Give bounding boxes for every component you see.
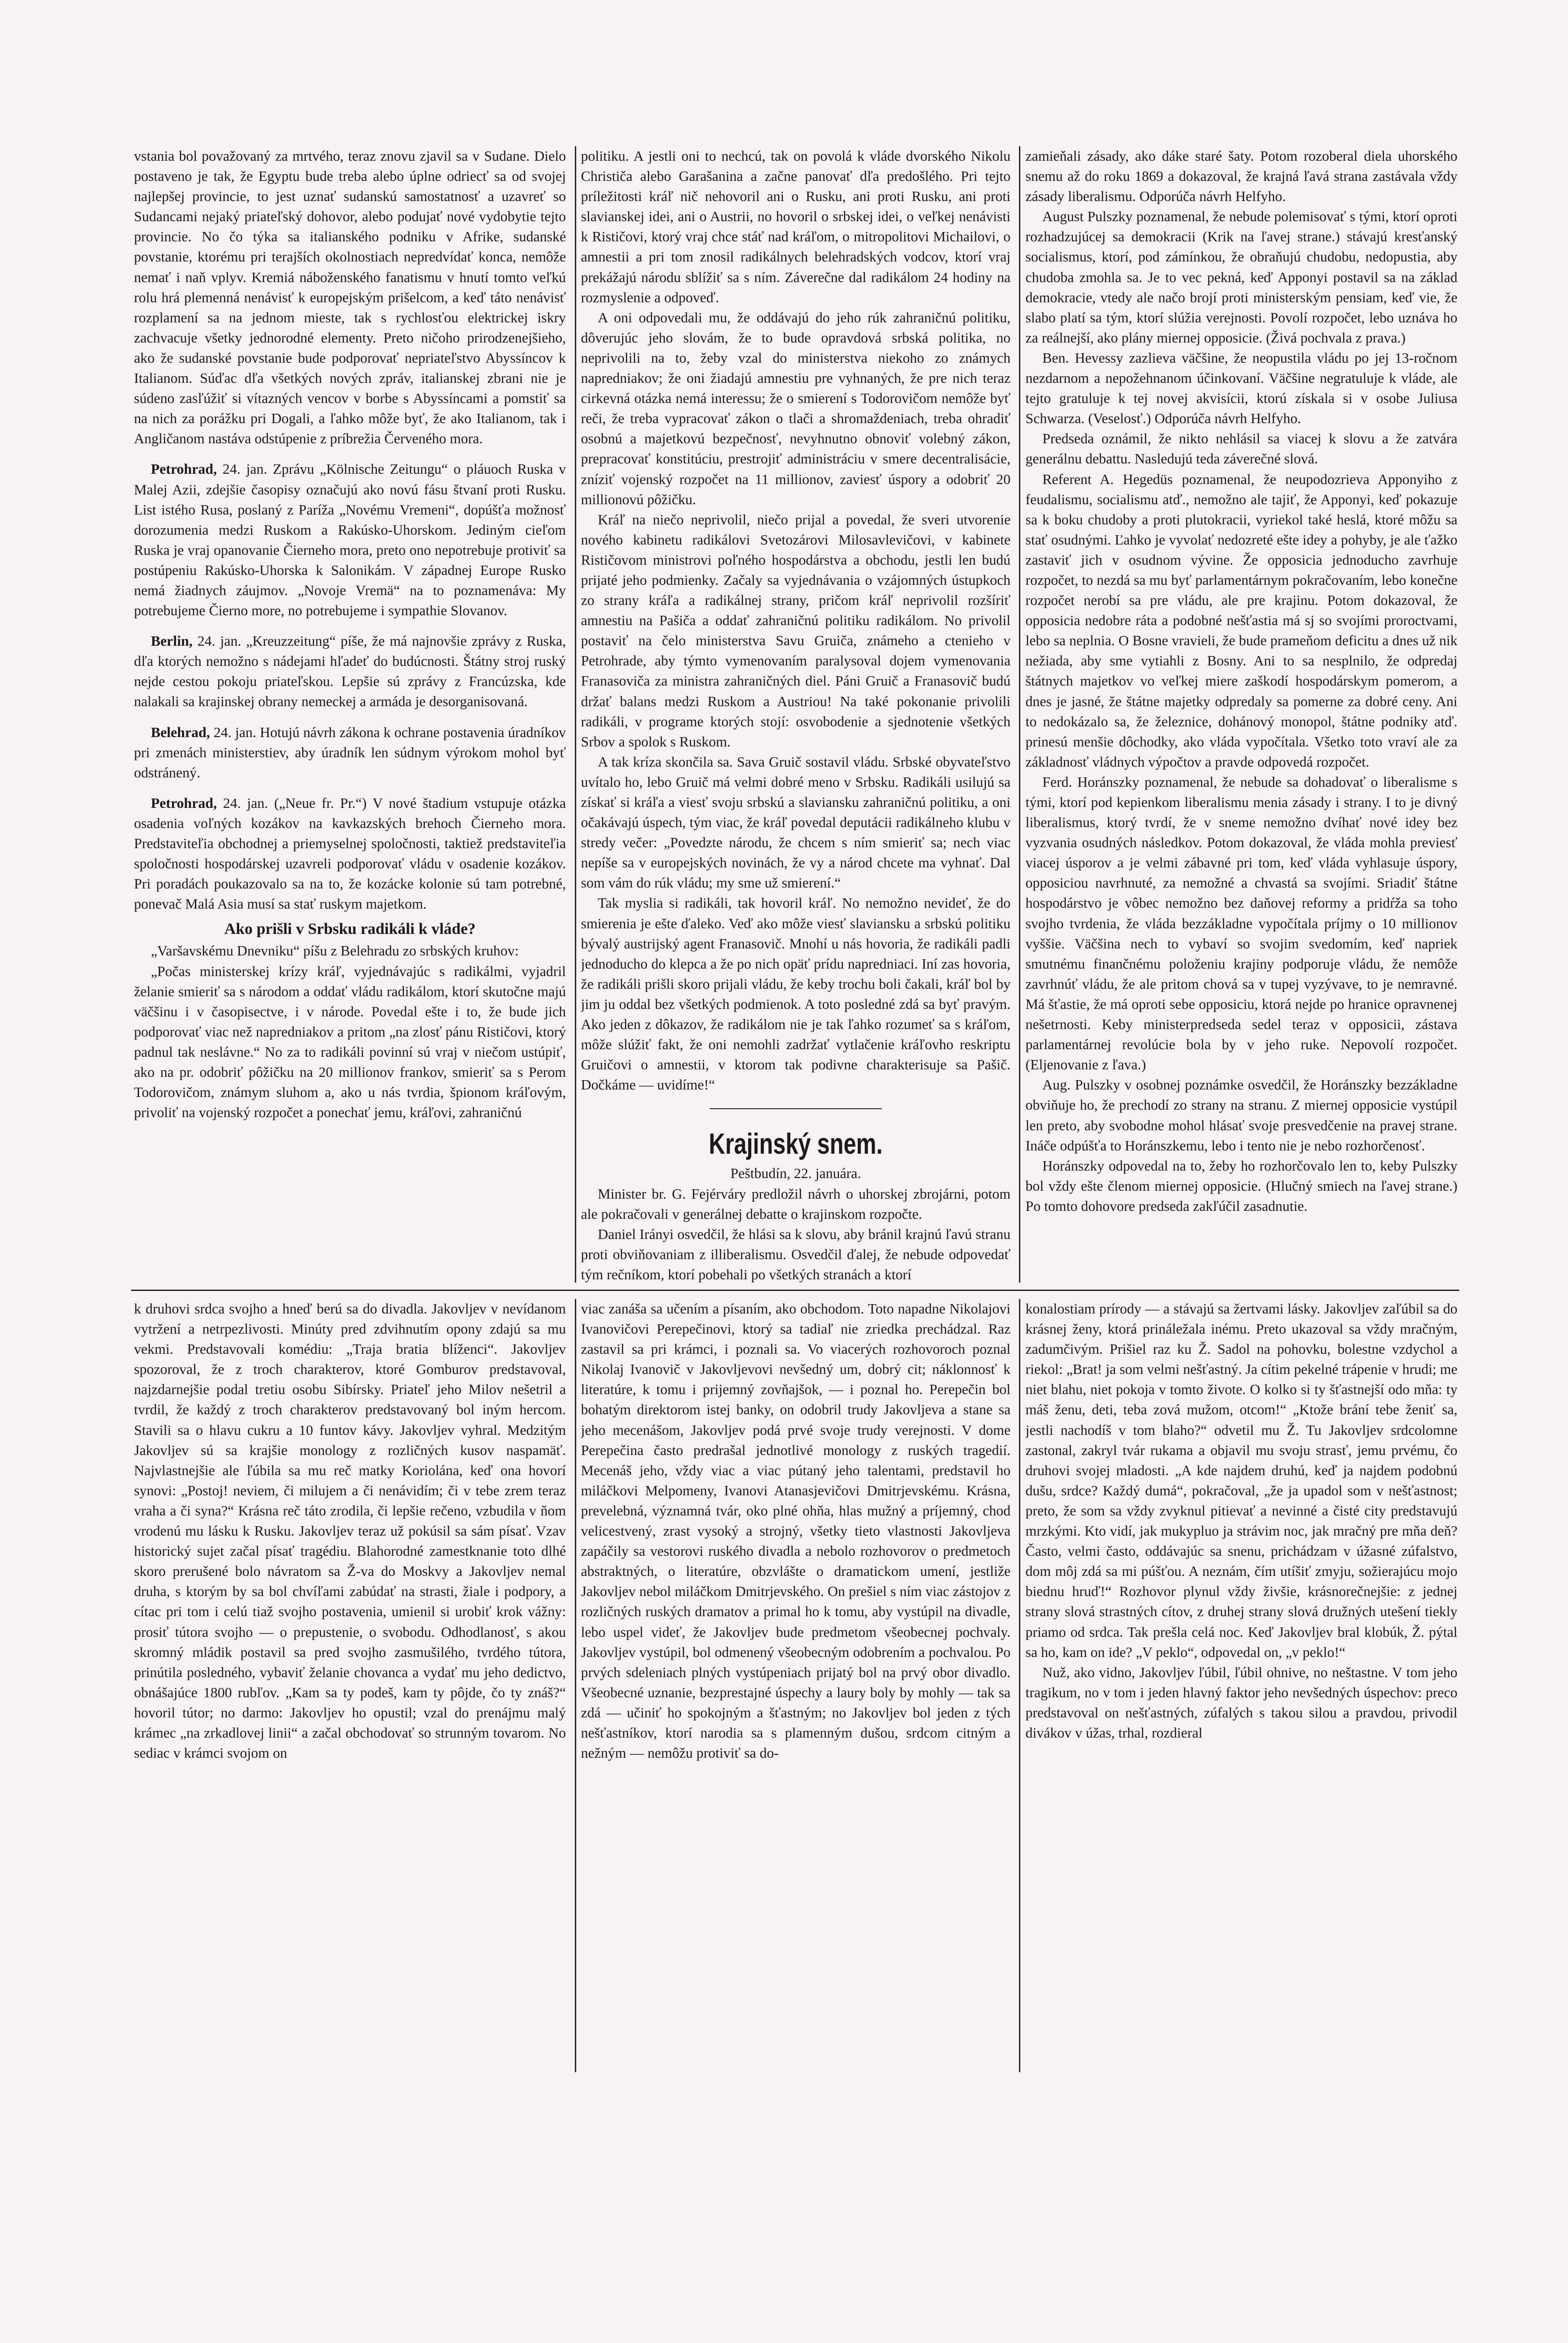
paragraph: Kráľ na niečo neprivolil, niečo prijal a povedal, že sveri utvorenie nového kabinetu radikálovi Svetozárovi Milosavlevičovi, v kabinete Rističovom ministrovi poľného hospodárstva a obchodu, jestli len budú prijaté jeho podmienky. Začaly sa vyjednávania o vzájomných ústupkoch zo strany kráľa a radikálnej strany, pričom kráľ neprivolil rozšíriť amnestiu na Pašiča a oddať zahraničnú politiku radikálom. No privolil postaviť na čelo ministerstva Savu Gruiča, známeho a ctenieho v Petrohrade, aby týmto vymenovaním paralysoval dojem vymenovania Franasoviča za ministra zahraničných diel. Páni Gruič a Franasovič budú držať balans medzi Ruskom a Austriou! Na také pokonanie privolili radikáli, v programe ktorých stojí: osvobodenie a sjednotenie všetkých Srbov a spolok s Ruskom. [581,511,1011,750]
dispatch-text: 24. jan. Zprávu „Kölnische Zeitungu“ o pláuoch Ruska v Malej Azii, zdejšie časopisy označujú ako novú fásu štvaní proti Rusku. List istého Rusa, poslaný z Paríža „Novému Vremeni“, dopúšťa možnosť dorozumenia medzi Ruskom a Rakúsko-Uhorskom. Jediným cieľom Ruska je vraj opanovanie Čierneho mora, preto ono nepotrebuje protiviť sa postúpeniu Rakúsko-Uhorska k Salonikám. V západnej Europe Rusko nemá žiadnych záujmov. „Novoje Vremä“ na to poznamenáva: My potrebujeme Čierno more, no potrebujeme i sympathie Slovanov. [134,461,566,619]
bottom-column-3 [1026,1299,1457,2072]
paragraph: vstania bol považovaný za mrtvého, teraz znovu zjavil sa v Sudane. Dielo postaveno je tak, že Egyptu bude treba alebo úplne odriecť sa od svojej najlepšej provincie, to jest uznať sudanskú samostatnosť a uzavreť so Sudancami nejaký priateľský dohovor, alebo podujať nové vydobytie tejto provincie. No čo týka sa italianského podniku v Afrike, sudanské povstanie, ktorému pri terajších okolnostiach nepredvídať konca, nemôže nemať i naň vplyv. Kremiá náboženského fanatismu v hnutí tomto veľkú rolu hrá plemenná nenávisť k europejským prišelcom, a keď táto nenávisť rozplamení sa na jednom mieste, tak s rychlosťou elektrickej iskry zachvacuje všetky jednorodné elementy. Preto ničoho prirodzenejšieho, ako že sudanské povstanie bude podporovať nepriateľstvo Abyssíncov k Italianom. Súďac dľa všetkých nových zpráv, italianskej zbrani nie je súdeno zasľúžiť si vítazných vencov v borbe s Abyssíncami a pomstiť sa na nich za porážku pri Dogali, a ľahko môže byť, že ako Italianom, tak i Angličanom nastáva odstúpenie z príbrežia Červeného mora. [134,148,566,447]
paragraph: A oni odpovedali mu, že oddávajú do jeho rúk zahraničnú politiku, dôverujúc jeho slovám, že to bude opravdová srbská politika, no neprivolili na to, žeby vzal do ministerstva niekoho zo známych napredniakov; že oni žiadajú amnestiu pre vyhnaných, že pre nich teraz cirkevná otázka nemá interessu; že o smierení s Todorovičom nemôže byť reči, že treba vypracovať zákon o tlači a shromaždeniach, treba ohradiť osobnú a majetkovú bezpečnosť, nevyhnutno obnoviť volebný zákon, prepracovať konstitúciu, prestrojiť administráciu v smere decentralisácie, zníziť vojenský rozpočet na 11 millionov, zaviesť úspory a odobriť 20 millionovú pôžičku. [581,309,1011,507]
section-heading: Krajinský snem. [709,1128,883,1161]
column-divider [1019,146,1020,1283]
paragraph: Nuž, ako vidno, Jakovljev ľúbil, ľúbil ohnive, no neštastne. V tom jeho tragikum, no v tom i jeden hlavný faktor jeho nevšedných úspechov: preco predstavoval on nešťastných, zúfalých s takou silou a pravdou, privodil divákov v úžas, trhal, rozdieral [1026,1664,1457,1741]
paragraph: Predseda oznámil, že nikto nehlásil sa viacej k slovu a že zatvára generálnu debattu. Nasledujú teda záverečné slová. [1026,431,1457,467]
paragraph: „Počas ministerskej krízy kráľ, vyjednávajúc s radikálmi, vyjadril želanie smieriť sa s národom a oddať vládu radikálom, ktorí skutočne majú väčšinu i v časopisectve, i v národe. Povedal ešte i to, že bude jich podporovať viac než napredniakov a pritom „na zlosť pánu Rističovi, ktorý padnul tak neslávne.“ No za to radikáli povinní sú vraj v niečom ustúpiť, ako na pr. odobriť pôžičku na 20 millionov frankov, smieriť sa s Perom Todorovičom, známym sluhom a, ako u nás tvrdia, špionom kráľovým, privoliť na vojenský rozpočet a ponechať jemu, kráľovi, zahraničnú [134,963,566,1121]
dispatch-paragraph [134,723,566,783]
dispatch-text: 24. jan. Hotujú návrh zákona k ochrane postavenia úradníkov pri zmenách ministerstiev, aby úradník len súdnym výrokom mohol byť odstránený. [134,724,566,781]
dispatch-place: Petrohrad, [151,795,217,811]
top-column-3 [1026,146,1457,1283]
dateline: Peštbudín, 22. januára. [730,1165,861,1182]
bottom-column-1 [134,1299,566,2072]
dispatch-place: Petrohrad, [151,461,217,478]
dispatch-paragraph [134,459,566,621]
paragraph: k druhovi srdca svojho a hneď berú sa do divadla. Jakovljev v nevídanom vytržení a netrpezlivosti. Minúty pred zdvihnutím opony zdajú sa mu vekmi. Predstavovali komédiu: „Traja bratia blíženci“. Jakovljev spozoroval, že z troch charakterov, ktoré Gomburov predstavoval, najzdarnejšie podal tretiu osobu Sibírsky. Priateľ jeho Milov nešetril a tvrdil, že každý z troch charakterov predstavovaný bol iným hercom. Stavili sa o hlavu cukru a 10 funtov kávy. Jakovljev vyhral. Medzitým Jakovljev sú sa krajšie monology z rozličných kusov naspamäť. Najvlastnejšie ale ľúbila sa mu reč matky Koriolána, keď ona hovorí synovi: „Postoj! neviem, či milujem a či nenávidím; či v tebe zrem teraz vraha a či syna?“ Krásna reč táto zrodila, či lepšie rečeno, vzbudila v ňom vrodenú mu lásku k Rusku. Jakovljev teraz už pokúsil sa sám písať. Vzav historický sujet začal písať tragédiu. Blahorodné zamestknanie toto dlhé skoro prerušené bolo návratom sa Ž-va do Moskvy a Jakovljev nemal druha, s ktorým by sa bol chvíľami zabúdať na strasti, žiale i podpory, a cítac pri tom i celú tiaž svojho postavenia, umienil si urobiť krok vážny: prosiť tútora svojho — o prepustenie, o svobodu. Odhodlanosť, s akou skromný mládik postavil sa pred svojho zasmušilého, tvrdého tútora, prinútila posledného, vybaviť želanie chovanca a vydať mu jeho dedictvo, obnášajúce 1800 rubľov. „Kam sa ty podeš, kam ty pôjde, čo ty znáš?“ hovoril tútor; no darmo: Jakovljev ho opustil; vzal do prenájmu malý krámec „na zrkadlovej linii“ a začal obchodovať so strunným tovarom. No sediac v krámci svojom on [134,1301,566,1761]
dispatch-text: 24. jan. („Neue fr. Pr.“) V nové štadium vstupuje otázka osadenia voľných kozákov na kavkazských brehoch Čierneho mora. Predstaviteľia obchodnej a priemyselnej spoločnosti, taktiež predstaviteľia spoločnosti hospodárskej uzavreli podporovať vládu v osadenie kozákov. Pri poradách poukazovalo sa na to, že kozácke kolonie sú tam potrebné, ponevač Malá Asia musí sa stať ruskym majetkom. [134,795,566,912]
dispatch-paragraph [134,631,566,712]
dispatch-text: 24. jan. „Kreuzzeitung“ píše, že má najnovšie zprávy z Ruska, dľa ktorých nemožno s nádejami hľadeť do budúcnosti. Štátny stroj ruský nejde cestou pokoju priateľskou. Lepšie sú zprávy z Francúzska, kde nalakali sa krajinskej obrany nemeckej a armáda je desorganisovaná. [134,633,566,710]
paragraph: zamieňali zásady, ako dáke staré šaty. Potom rozoberal diela uhorského snemu až do roku 1869 a dokazoval, že krajná ľavá strana zastávala vždy zásady liberalismu. Odporúča návrh Helfyho. [1026,148,1457,205]
paragraph: Daniel Irányi osvedčil, že hlási sa k slovu, aby bránil krajnú ľavú stranu proti obviňovaniam z illiberalismu. Osvedčil ďalej, že nebude odpovedať tým rečníkom, ktorí pobehali po všetkých stranách a ktorí [581,1226,1011,1283]
dispatch-paragraph [134,793,566,915]
paragraph: A tak kríza skončila sa. Sava Gruič sostavil vládu. Srbské obyvateľstvo uvítalo ho, lebo Gruič má velmi dobré meno v Srbsku. Radikáli usilujú sa získať si kráľa a viesť svoju srbskú a slaviansku zahraničnú politiku, a oni očakávajú úspech, tým viac, že kráľ povedal deputácii radikálneho klubu v stredy večer: „Povedzte národu, že chcem s ním smieriť sa; nech viac nepíše sa v europejských novinách, že vy a národ chcete ma vyhnať. Dal som vám do rúk vládu; my sme už smierení.“ [581,754,1011,891]
bottom-column-2 [581,1299,1011,2072]
paragraph: Aug. Pulszky v osobnej poznámke osvedčil, že Horánszky bezzákladne obviňuje ho, že prechodí zo strany na stranu. Z miernej opposicie vystúpil len preto, aby svobodne mohol hlásať svoje presvedčenie na pravej strane. Ináče odpúšťa to Horánszkemu, lebo i tento nie je nebo rozhorčenosť. [1026,1077,1457,1154]
paragraph: „Varšavskému Dnevniku“ píšu z Belehradu zo srbských kruhov: [151,943,519,959]
column-divider [575,1299,576,2072]
paragraph: Tak myslia si radikáli, tak hovoril kráľ. No nemožno nevideť, že do smierenia je ešte ďaleko. Veď ako môže viesť slaviansku a srbskú politiku bývalý austrijský agent Franasovič. Mnohí u nás hovoria, že radikáli padli jednoducho do klepca a že po nich opäť prídu napredniaci. Iní zas hovoria, že radikáli prišli skoro prijali vládu, že keby trochu boli čakali, kráľ bol by jim ju oddal bez všetkých podmienok. A toto posledné zdá sa byť pravým. Ako jeden z dôkazov, že radikálom nie je tak ľahko rozumeť sa s kráľom, môže slúžiť fakt, že oni nemohli zadržať vytlačenie kráľovho reskriptu Gruičovi o amnestii, v ktorom tak podivne charakterisuje sa Pašič. Dočkáme — uvidíme!“ [581,895,1011,1093]
paragraph: Ferd. Horánszky poznamenal, že nebude sa dohadovať o liberalisme s tými, ktorí pod kepienkom liberalismu menia zásady i strany. I to je divný liberalismus, ktorý tvrdí, že v sneme nemožno dvíhať nové idey bez vyzvania osudných následkov. Potom dokazoval, že vláda mohla previesť viacej úsporov a je velmi zábavné pri tom, keď vláda vyhlasuje úspory, opposiciou navrhnuté, za nemožné a chvastá sa svojími. Sriadiť štátne hospodárstvo je vôbec nemožno bez daňovej reformy a pridŕža sa toho svojho tvrdenia, že vláda bezzákladne vypočítala príjmy o 10 millionov vyššie. Väčšina nech to vybaví so svojim svedomím, keď napriek smutnému finančnému položeniu krajiny podporuje vládu, že nemôže zavrhnúť vládu, že ale pritom chová sa v tupej vyzývave, to je nemravné. Má šťastie, že má oproti sebe opposiciu, ktorá nejde po hranice opravnenej nešetrnosti. Keby ministerpredseda sedel teraz v opposicii, zástava parlamentárnej revolúcie bola by v jeho ruke. Nepovolí rozpočet. (Eljenovanie z ľava.) [1026,774,1457,1073]
paragraph: konalostiam prírody — a stávajú sa žertvami lásky. Jakovljev zaľúbil sa do krásnej ženy, ktorá prináležala inému. Preto ukazoval sa vždy mračným, zadumčivým. Prišiel raz ku Ž. Sadol na pohovku, bolestne vzdychol a riekol: „Brat! ja som velmi nešťastný. Ja cítim pekelné trápenie v hrudi; me niet blahu, niet pokoja v tomto živote. O kolko si ty šťastnejší odo mňa: ty máš ženu, deti, teba zová mužom, otcom!“ „Ktože brání tebe ženiť sa, jestli nachodíš v tom blaho?“ odvetil mu Ž. Tu Jakovljev srdcolomne zastonal, zakryl tvár rukama a objavil mu svoju strasť, jemu prvému, čo druhovi svojej mladosti. „A kde najdem druhú, keď ja najdem podobnú dušu, srdce? Každý dumá“, pokračoval, „že ja upadol som v nešťastnost; preto, že som sa vždy zvyknul pitievať a nevinné a čisté city predstavujú mrzkými. Kto vidí, jak mukypluo ja strávim noc, jak mračný pre mňa deň? Často, velmi často, oddávajúc sa snenu, prichádzam v úžasné zúfalstvo, dom môj zdá sa mi púšťou. A neznám, čím utíšiť zmyju, sožierajúcu mojo biednu hruď!“ Rozhovor plynul vždy živšie, krásnorečnejšie: z jednej strany slová strastných cítov, z druhej strany slová družných utešení tiekly priamo od srdca. Tak prešla celá noc. Keď Jakovljev bral klobúk, Ž. pýtal sa ho, kam on ide? „V peklo“, odpovedal on, „v peklo!“ [1026,1301,1457,1660]
top-column-2 [581,146,1011,1283]
paragraph: August Pulszky poznamenal, že nebude polemisovať s tými, ktorí oproti rozhadzujúcej sa demokracii (Krik na ľavej strane.) stávajú kresťanský socialismus, ktorí, pod zámínkou, že obraňujú chudobu, nedopustia, aby chudoba zmohla sa. Je to vec pekná, keď Apponyi postavil sa na základ demokracie, vtedy ale načo brojí proti ministerským pensiam, keď vie, že slabo platí sa tým, ktorí slúžia verejnosti. Povolí rozpočet, lebo uznáva ho za reálnejší, ako plány miernej opposicie. (Živá pochvala z prava.) [1026,209,1457,346]
dispatch-place: Berlin, [151,633,193,649]
paragraph: Horánszky odpovedal na to, žeby ho rozhorčovalo len to, keby Pulszky bol vždy ešte členom miernej opposicie. (Hlučný smiech na ľavej strane.) Po tomto dohovore predseda zakľúčil zasadnutie. [1026,1157,1457,1214]
paragraph: Ben. Hevessy zazlieva väčšine, že neopustila vládu po jej 13-ročnom nezdarnom a nepožehnanom účinkovaní. Väčšine negratuluje k vláde, ale tejto gratuluje k tej novej akvisícii, ktorú získala si v osobe Juliusa Schwarza. (Veselosť.) Odporúča návrh Helfyho. [1026,350,1457,427]
paragraph: Referent A. Hegedüs poznamenal, že neupodozrieva Apponyiho z feudalismu, socialismu atď., nemožno ale tajiť, že Apponyi, keď pokazuje sa k boku chudoby a proti plutokracii, vyriekol také heslá, ktoré môžu sa stať osudnými. Ľahko je vyvolať nedozreté ešte idey a pohyby, je ale ťažko zastaviť jich v osudnom vývine. Že opposicia jednoducho zavrhuje rozpočet, to nezdá sa mu byť parlamentárnym pokračovaním, lebo konečne rozpočet nerobí sa pre vládu, ale pre krajinu. Potom dokazoval, že opposicia nedobre ráta a podobné nešťastia má sj so svojími proroctvami, lebo sa neplnia. O Bosne vravieli, že bude prameňom deficitu a dnes už nik nežiada, aby sme vytiahli z Bosny. Ani to sa nesplnilo, že odpredaj štátnych majetkov vo veľkej miere zaškodí hospodárskym pomerom, a dnes je jasné, že štátne majetky odpredaly sa pomerne za dobré ceny. Ani to nedokázalo sa, že železnice, dohánový monopol, štátne podniky atď. prinesú menšie dôchodky, ako vláda vypočítala. Všetko toto vraví ale za základnosť vládnych výpočtov a pravde odpovedá rozpočet. [1026,471,1457,770]
article-separator [710,1108,882,1109]
paragraph: politiku. A jestli oni to nechcú, tak on povolá k vláde dvorského Nikolu Christiča alebo Garašanina a začne panovať dľa predošlého. Pri tejto príležitosti kráľ nič nehovoril ani o Rusku, ani proti Rusku, ani proti slavianskej idei, ani o Austrii, no hovoril o srbskej idei, o veľkej nenávisti k Rističovi, ktorý vraj chce stáť nad kráľom, o mitropolitovi Michailovi, o amnestii a pri tom znosil radikálnych belehradských vodcov, ktorí vraj prekážajú národu sblížiť sa s ním. Záverečne dal radikálom 24 hodiny na rozmyslenie a odpoveď. [581,148,1011,306]
dispatch-place: Belehrad, [151,724,210,740]
paragraph: Minister br. G. Fejérváry predložil návrh o uhorskej zbrojárni, potom ale pokračovali v generálnej debatte o krajinskom rozpočte. [581,1186,1011,1222]
article-heading: Ako prišli v Srbsku radikáli k vláde? [224,920,476,938]
top-column-1 [134,146,566,1283]
column-divider [575,146,576,1283]
paragraph: viac zanáša sa učením a písaním, ako obchodom. Toto napadne Nikolajovi Ivanovičovi Perepečinovi, ktorý sa tadiaľ nie zriedka prechádzal. Raz zastavil sa pri krámci, i poznali sa. Vo viacerých rozhovoroch poznal Nikolaj Ivanovič v Jakovljevovi nevšedný um, dobrý cit; náklonnosť k literatúre, k tomu i prijemný zovňajšok, — i poznal ho. Perepečin bol bohatým direktorom istej banky, on odobril trudy Jakovljeva a stane sa jeho mecenášom, Jakovljev podá prvé svoje trudy verejnosti. V dome Perepečina často predrašal jednotlivé monology z ruských tragedií. Mecenáš jeho, vždy viac a viac pútaný jeho talentami, predstavil ho miláčkovi Melpomeny, Ivanovi Atanasjevičovi Dmitrjevskému. Krásna, prevelebná, významná tvár, oko plné ohňa, hlas mužný a príjemný, chod velicestvený, zrast vysoký a strojný, všetky tieto vlastnosti Jakovljeva zapáčily sa vestorovi ruského divadla a nebolo rozhovorov o predmetoch abstraktných, o literatúre, obzvlášte o dramatickom umení, jestliže Jakovljev nebol miláčkom Dmitrjevského. On prešiel s ním viac zástojov z rozličných ruských dramatov a primal ho k tomu, aby vystúpil na divadle, lebo uspel videť, že Jakovljev bude predmetom všeobecnej pochvaly. Jakovljev vystúpil, bol odmenený všeobecným odobrením a pochvalou. Po prvých sdeleniach plných vystúpeniach prijatý bol na prvý obor divadlo. Všeobecné uznanie, bezprestajné úspechy a laury boly by mohly — tak sa zdá — učiniť ho spokojným a šťastným; no Jakovljev bol jeden z tých nešťastníkov, ktorí narodia sa s plamenným dušou, srdcom citným a nežným — nemôžu protiviť sa do- [581,1301,1011,1761]
column-divider [1019,1299,1020,2072]
section-divider [131,1290,1459,1291]
